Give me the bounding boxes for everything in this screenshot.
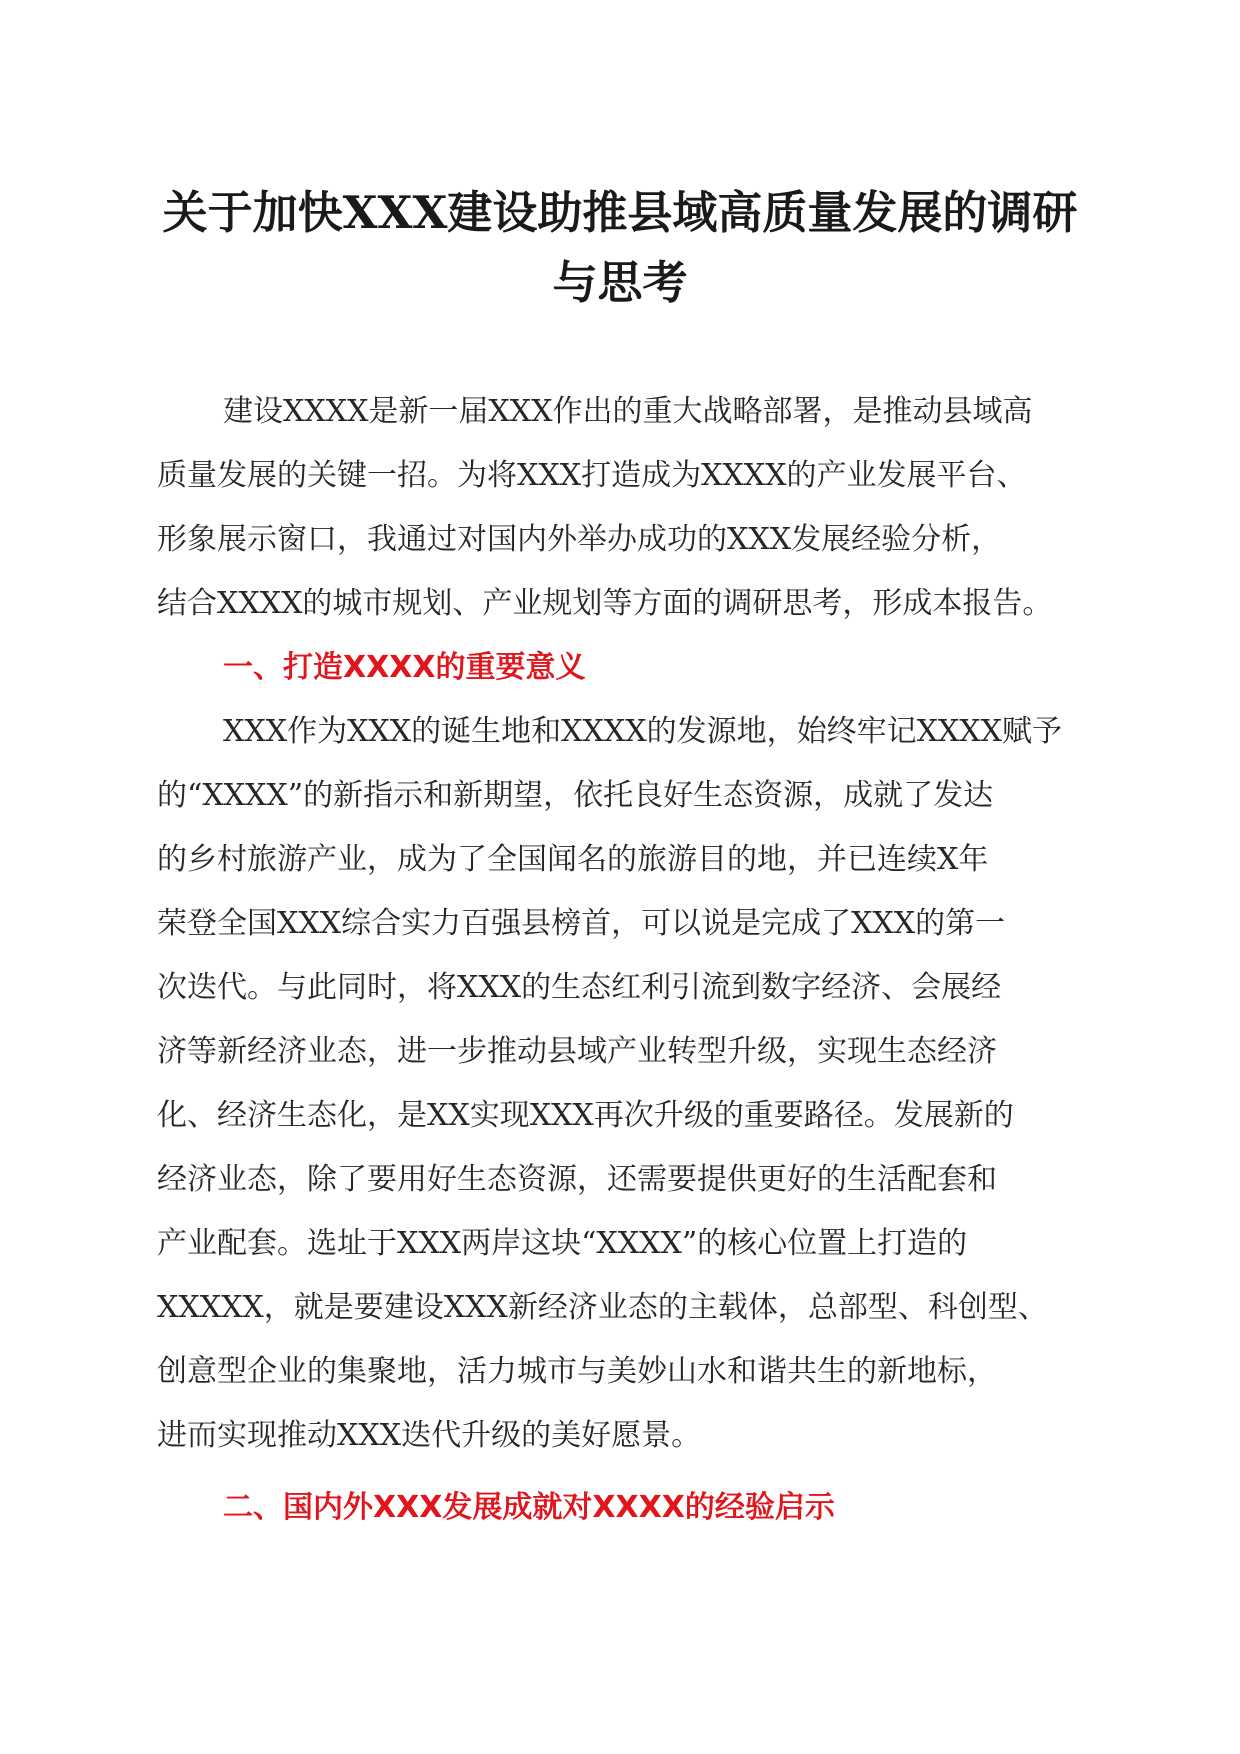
intro-line-4: 结合XXXX的城市规划、产业规划等方面的调研思考，形成本报告。 — [157, 586, 1053, 621]
section-1-line-8: 经济业态，除了要用好生态资源，还需要提供更好的生活配套和 — [157, 1162, 997, 1197]
section-1-line-9: 产业配套。选址于XXX两岸这块“XXXX”的核心位置上打造的 — [157, 1226, 968, 1261]
section-1-line-1: XXX作为XXX的诞生地和XXXX的发源地，始终牢记XXXX赋予 — [223, 714, 1063, 749]
section-1-paragraph — [157, 700, 1097, 1468]
title-line-1: 关于加快XXX建设助推县域高质量发展的调研 — [162, 186, 1078, 239]
intro-line-2: 质量发展的关键一招。为将XXX打造成为XXXX的产业发展平台、 — [157, 458, 1027, 493]
section-1-line-12: 进而实现推动XXX迭代升级的美好愿景。 — [157, 1418, 702, 1453]
section-heading-1: 一、打造XXXX的重要意义 — [223, 650, 586, 685]
section-1-line-2: 的“XXXX”的新指示和新期望，依托良好生态资源，成就了发达 — [157, 778, 994, 813]
intro-paragraph — [157, 380, 1097, 636]
document-body — [157, 380, 1097, 1540]
section-1-line-6: 济等新经济业态，进一步推动县域产业转型升级，实现生态经济 — [157, 1034, 997, 1069]
section-heading-2: 二、国内外XXX发展成就对XXXX的经验启示 — [223, 1490, 835, 1525]
intro-line-1: 建设XXXX是新一届XXX作出的重大战略部署，是推动县域高 — [223, 394, 1033, 429]
intro-line-3: 形象展示窗口，我通过对国内外举办成功的XXX发展经验分析， — [157, 522, 1002, 557]
title-line-2: 与思考 — [552, 256, 688, 309]
section-1-line-3: 的乡村旅游产业，成为了全国闻名的旅游目的地，并已连续X年 — [157, 842, 989, 877]
section-1-line-11: 创意型企业的集聚地，活力城市与美妙山水和谐共生的新地标， — [157, 1354, 997, 1389]
section-1-line-4: 荣登全国XXX综合实力百强县榜首，可以说是完成了XXX的第一 — [157, 906, 1006, 941]
section-1-line-10: XXXXX，就是要建设XXX新经济业态的主载体，总部型、科创型、 — [157, 1290, 1048, 1325]
section-1-line-7: 化、经济生态化，是XX实现XXX再次升级的重要路径。发展新的 — [157, 1098, 1014, 1133]
document-title — [140, 178, 1100, 318]
section-1-line-5: 次迭代。与此同时，将XXX的生态红利引流到数字经济、会展经 — [157, 970, 1002, 1005]
